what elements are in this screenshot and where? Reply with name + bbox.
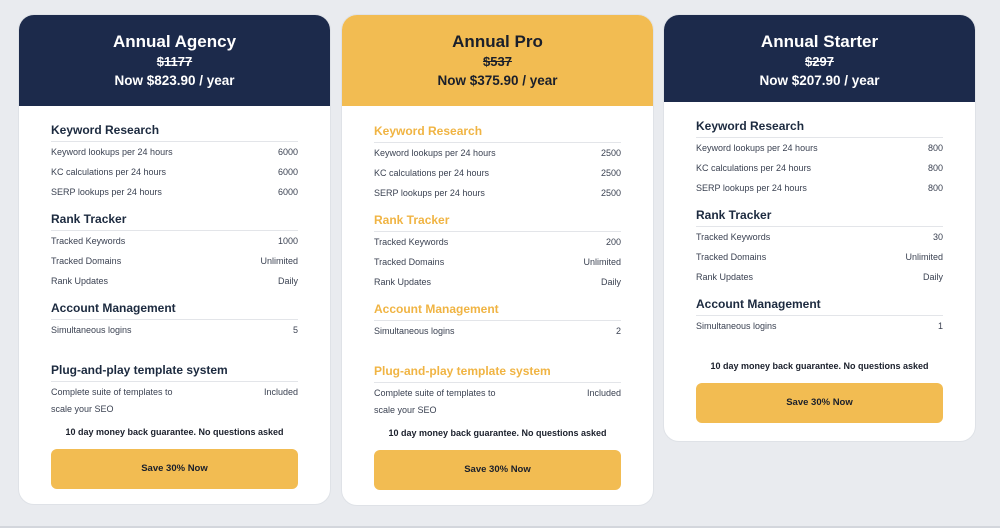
feature-value: 800 bbox=[927, 143, 943, 153]
save-button[interactable]: Save 30% Now bbox=[696, 383, 943, 423]
feature-row bbox=[374, 232, 621, 252]
feature-label: KC calculations per 24 hours bbox=[51, 167, 167, 177]
feature-label: Simultaneous logins bbox=[51, 325, 132, 335]
feature-label: Complete suite of templates to scale your SEO bbox=[374, 388, 496, 415]
feature-value: Unlimited bbox=[905, 252, 943, 262]
feature-row bbox=[374, 183, 621, 203]
feature-row bbox=[696, 138, 943, 158]
feature-label: Simultaneous logins bbox=[374, 326, 455, 336]
old-price: $537 bbox=[483, 54, 512, 69]
old-price: $297 bbox=[805, 54, 834, 69]
feature-value: 5 bbox=[292, 325, 298, 335]
feature-value: Unlimited bbox=[583, 257, 621, 267]
feature-label: Tracked Domains bbox=[374, 257, 445, 267]
plan-name: Annual Agency bbox=[112, 32, 237, 51]
feature-row bbox=[51, 271, 298, 291]
feature-value: 800 bbox=[927, 163, 943, 173]
feature-row bbox=[374, 252, 621, 272]
feature-label: SERP lookups per 24 hours bbox=[696, 183, 807, 193]
section-templates bbox=[51, 362, 298, 418]
feature-label: Rank Updates bbox=[51, 276, 109, 286]
feature-value: 30 bbox=[932, 232, 943, 242]
feature-row bbox=[51, 231, 298, 251]
feature-row bbox=[51, 182, 298, 202]
feature-row bbox=[374, 321, 621, 341]
feature-label: Tracked Keywords bbox=[374, 237, 449, 247]
feature-value: 6000 bbox=[277, 167, 298, 177]
pricing-card-agency bbox=[18, 14, 331, 505]
feature-value: Included bbox=[263, 387, 298, 397]
feature-value: 2500 bbox=[600, 188, 621, 198]
feature-label: Keyword lookups per 24 hours bbox=[374, 148, 496, 158]
feature-row bbox=[374, 383, 621, 419]
section-title: Plug-and-play template system bbox=[51, 362, 298, 382]
section-keyword-research bbox=[696, 118, 943, 198]
section-keyword-research bbox=[51, 122, 298, 202]
feature-value: 1 bbox=[937, 321, 943, 331]
feature-value: 200 bbox=[605, 237, 621, 247]
card-header bbox=[664, 15, 975, 102]
plan-name: Annual Pro bbox=[452, 32, 543, 51]
feature-row bbox=[374, 272, 621, 292]
card-body bbox=[342, 106, 653, 490]
section-account-management bbox=[696, 296, 943, 336]
new-price: Now $375.90 / year bbox=[437, 73, 558, 88]
section-title: Rank Tracker bbox=[696, 207, 943, 227]
section-title: Account Management bbox=[696, 296, 943, 316]
feature-value: 2500 bbox=[600, 168, 621, 178]
feature-row bbox=[696, 267, 943, 287]
feature-label: Rank Updates bbox=[696, 272, 754, 282]
feature-label: KC calculations per 24 hours bbox=[374, 168, 490, 178]
section-title: Keyword Research bbox=[374, 123, 621, 143]
card-header bbox=[342, 15, 653, 106]
feature-row bbox=[696, 316, 943, 336]
guarantee-text: 10 day money back guarantee. No questions asked bbox=[388, 428, 607, 438]
section-title: Keyword Research bbox=[51, 122, 298, 142]
feature-label: Complete suite of templates to scale your SEO bbox=[51, 387, 173, 414]
feature-label: SERP lookups per 24 hours bbox=[374, 188, 485, 198]
feature-row bbox=[374, 163, 621, 183]
section-keyword-research bbox=[374, 123, 621, 203]
feature-row bbox=[696, 227, 943, 247]
feature-label: Rank Updates bbox=[374, 277, 432, 287]
feature-value: 6000 bbox=[277, 147, 298, 157]
feature-row bbox=[51, 320, 298, 340]
feature-value: Daily bbox=[600, 277, 621, 287]
section-title: Keyword Research bbox=[696, 118, 943, 138]
save-button[interactable]: Save 30% Now bbox=[51, 449, 298, 489]
section-title: Account Management bbox=[374, 301, 621, 321]
feature-label: Tracked Domains bbox=[51, 256, 122, 266]
feature-label: SERP lookups per 24 hours bbox=[51, 187, 162, 197]
section-title: Rank Tracker bbox=[374, 212, 621, 232]
section-rank-tracker bbox=[696, 207, 943, 287]
section-rank-tracker bbox=[374, 212, 621, 292]
feature-value: Included bbox=[586, 388, 621, 398]
feature-value: Daily bbox=[277, 276, 298, 286]
feature-row bbox=[51, 142, 298, 162]
card-body bbox=[19, 106, 330, 489]
feature-value: 2500 bbox=[600, 148, 621, 158]
feature-row bbox=[374, 143, 621, 163]
feature-label: Keyword lookups per 24 hours bbox=[696, 143, 818, 153]
plan-name: Annual Starter bbox=[760, 32, 879, 51]
feature-label: KC calculations per 24 hours bbox=[696, 163, 812, 173]
section-title: Rank Tracker bbox=[51, 211, 298, 231]
feature-label: Tracked Keywords bbox=[696, 232, 771, 242]
guarantee-text: 10 day money back guarantee. No questions asked bbox=[710, 361, 929, 371]
feature-value: 800 bbox=[927, 183, 943, 193]
pricing-card-starter bbox=[663, 14, 976, 442]
feature-label: Tracked Keywords bbox=[51, 236, 126, 246]
pricing-card-pro bbox=[341, 14, 654, 506]
feature-label: Keyword lookups per 24 hours bbox=[51, 147, 173, 157]
section-account-management bbox=[374, 301, 621, 341]
feature-value: 2 bbox=[615, 326, 621, 336]
new-price: Now $207.90 / year bbox=[759, 73, 880, 88]
guarantee-text: 10 day money back guarantee. No questions asked bbox=[65, 427, 284, 437]
feature-row bbox=[51, 251, 298, 271]
feature-label: Simultaneous logins bbox=[696, 321, 777, 331]
feature-row bbox=[696, 158, 943, 178]
section-title: Plug-and-play template system bbox=[374, 363, 621, 383]
feature-label: Tracked Domains bbox=[696, 252, 767, 262]
feature-value: Unlimited bbox=[260, 256, 298, 266]
section-account-management bbox=[51, 300, 298, 340]
feature-value: 1000 bbox=[277, 236, 298, 246]
new-price: Now $823.90 / year bbox=[114, 73, 235, 88]
feature-row bbox=[696, 247, 943, 267]
card-header bbox=[19, 15, 330, 106]
feature-value: Daily bbox=[922, 272, 943, 282]
section-rank-tracker bbox=[51, 211, 298, 291]
feature-row bbox=[696, 178, 943, 198]
section-title: Account Management bbox=[51, 300, 298, 320]
old-price: $1177 bbox=[156, 54, 193, 69]
feature-value: 6000 bbox=[277, 187, 298, 197]
feature-row bbox=[51, 382, 298, 418]
section-templates bbox=[374, 363, 621, 419]
feature-row bbox=[51, 162, 298, 182]
card-body bbox=[664, 102, 975, 423]
save-button[interactable]: Save 30% Now bbox=[374, 450, 621, 490]
